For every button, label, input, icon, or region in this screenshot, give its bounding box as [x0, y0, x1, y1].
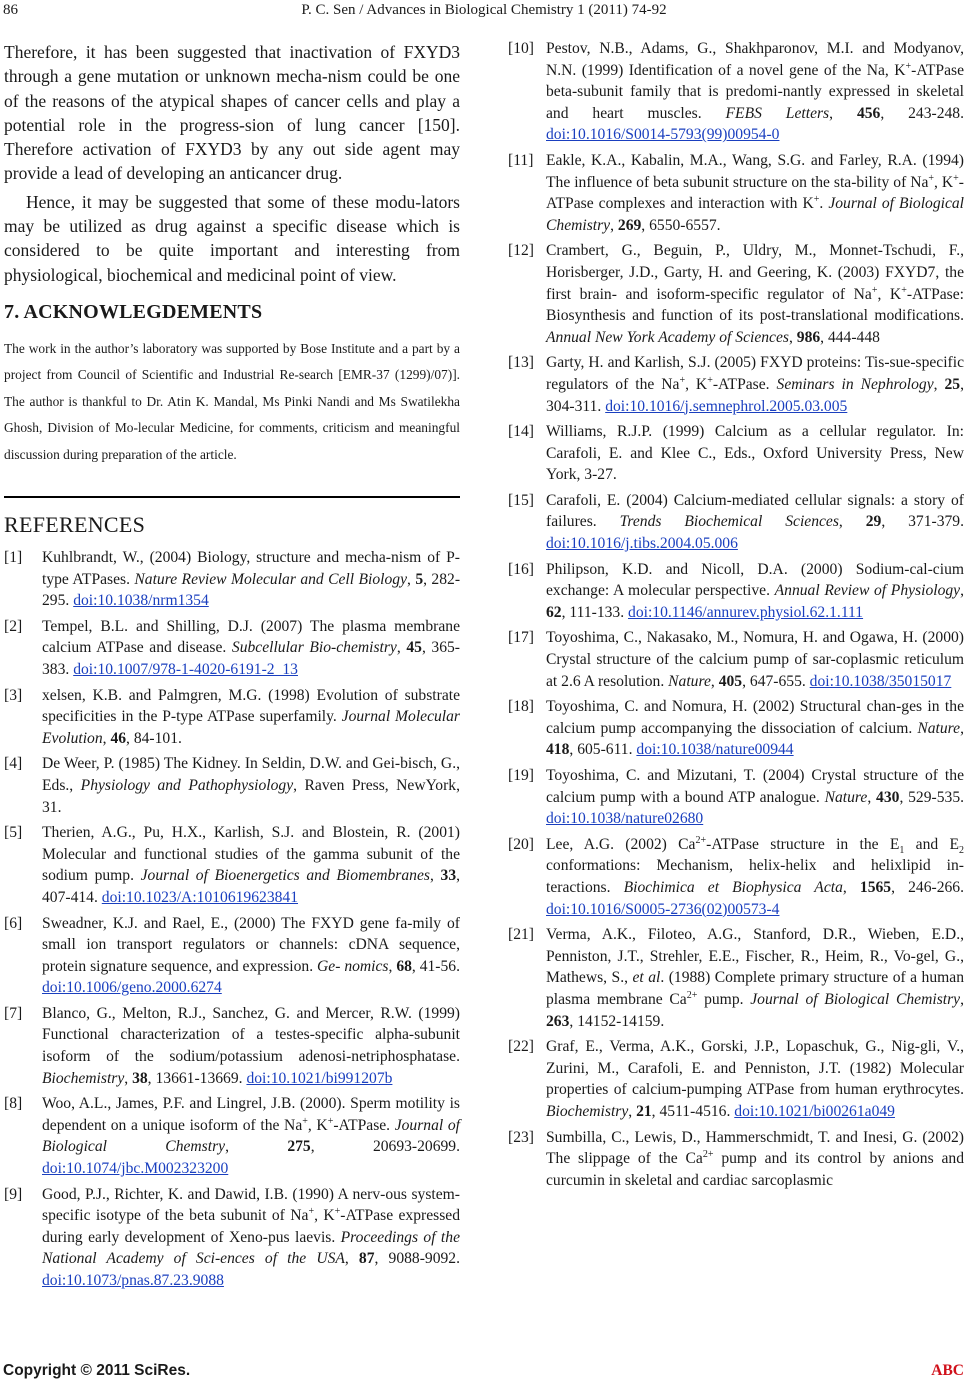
reference-number: [9]: [4, 1185, 23, 1203]
reference-journal: Subcellular Bio-chemistry: [231, 639, 397, 657]
reference-item: [508, 1036, 964, 1122]
doi-link[interactable]: doi:10.1006/geno.2000.6274: [42, 979, 222, 997]
reference-number: [1]: [4, 549, 23, 566]
reference-text: Carafoli, E. (2004) Calcium-mediated cellular signals: a story of failures. Trends Biochemical Sciences, 29, 371-379. doi:10.1016/j.tibs.2004.05.006: [546, 492, 964, 552]
running-title: P. C. Sen / Advances in Biological Chemistry 1 (2011) 74-92: [301, 2, 667, 18]
reference-item: [508, 696, 964, 761]
reference-text: [42, 755, 460, 815]
reference-separator: ,: [102, 729, 111, 747]
reference-item: [508, 559, 964, 624]
doi-link[interactable]: doi:10.1074/jbc.M002323200: [42, 1160, 229, 1178]
reference-item: [508, 421, 964, 486]
reference-text: Crambert, G., Beguin, P., Uldry, M., Monnet-Tschudi, F., Horisberger, J.D., Garty, H. and Geering, K. (2003) FXYD7, the first brain- and isoform-specific regulator of Na+, K+-ATPase: Biosynthesis and function of its post-translational modifications. Annual New York Academy of Sciences, 986, 444-448: [546, 242, 964, 346]
doi-link[interactable]: doi:10.1073/pnas.87.23.9088: [42, 1272, 224, 1289]
reference-number: [18]: [508, 698, 534, 716]
doi-link[interactable]: doi:10.1038/nrm1354: [73, 592, 209, 610]
reference-volume: 33: [440, 867, 457, 885]
reference-item: [4, 547, 460, 612]
reference-number: [22]: [508, 1038, 534, 1056]
reference-number: [21]: [508, 926, 534, 944]
reference-text: Verma, A.K., Filoteo, A.G., Stanford, D.R., Wieben, E.D., Penniston, J.T., Strehler, E.E., Fischer, R., Heim, R., Vo-gel, G., Mathews, S., et al. (1988) Complete primary structure of a human plasma membrane $Ca^{2+}$ pump. Journal of Biological Chemistry, 263, 14152-14159.: [546, 926, 964, 1030]
reference-item: [508, 352, 964, 417]
doi-link[interactable]: doi:10.1016/S0005-2736(02)00573-4: [546, 900, 780, 918]
reference-authors-title: Tempel, B.L. and Shilling, D.J. (2007) The plasma membrane calcium ATPase and disease.: [42, 617, 460, 657]
reference-separator: ,: [396, 639, 407, 657]
reference-text: [42, 687, 460, 747]
reference-volume: 45: [406, 639, 422, 657]
reference-number: [13]: [508, 354, 534, 372]
reference-text: [42, 1005, 460, 1087]
reference-number: [6]: [4, 914, 23, 932]
reference-separator: , Raven Press, NewYork, 31.: [42, 776, 460, 816]
reference-authors-title: xelsen, K.B. and Palmgren, M.G. (1998) Evolution of substrate specificities in the P-type ATPase superfamily.: [42, 686, 460, 726]
reference-pages: , 365-383.: [42, 639, 460, 678]
reference-number: [8]: [4, 1095, 23, 1113]
reference-item: [4, 616, 460, 681]
doi-link[interactable]: doi:10.1038/35015017: [809, 672, 952, 690]
reference-text: Toyoshima, C., Nakasako, M., Nomura, H. and Ogawa, H. (2000) Crystal structure of the calcium pump of sar-coplasmic reticulum at 2.6 A resolution. Nature, 405, 647-655. doi:10.1038/35015017: [546, 629, 964, 689]
reference-authors-title: Therien, A.G., Pu, H.X., Karlish, S.J. and Blostein, R. (2001) Molecular and functional studies of the gamma subunit of the sodium pump.: [42, 824, 460, 885]
reference-separator: ,: [124, 1069, 133, 1087]
reference-text: Good, P.J., Richter, K. and Dawid, I.B. (1990) A nerv-ous system-specific isotype of the beta subunit of Na+, K+-ATPase expressed during early development of Xeno-pus laevis. Proceedings of the National Academy of Sci-ences of the USA, 87, 9088-9092. doi:10.1073/pnas.87.23.9088: [42, 1186, 460, 1289]
reference-pages: , 282-295.: [42, 570, 461, 610]
doi-link[interactable]: doi:10.1146/annurev.physiol.62.1.111: [628, 603, 864, 621]
reference-item: [508, 627, 964, 692]
reference-text: [42, 915, 460, 997]
acknowledgements-text: The work in the author’s laboratory was supported by Bose Institute and a part by a project from Council of Scientific and Industrial Re-search [EMR-37 (1299)/07)]. The author is thankful to Dr. Atin K. Mandal, Ms Pinki Nandi and Ms Swatilekha Ghosh, Division of Mo-lecular Medicine, for comments, criticism and meaningful discussion during preparation of the article.: [4, 340, 460, 462]
reference-journal: Physiology and Pathophysiology: [80, 776, 294, 794]
doi-link[interactable]: doi:10.1038/nature02680: [546, 810, 704, 828]
reference-journal: Nature Review Molecular and Cell Biology: [134, 570, 408, 588]
doi-link[interactable]: doi:10.1021/bi00261a049: [734, 1102, 895, 1120]
reference-number: [14]: [508, 423, 534, 441]
reference-number: [2]: [4, 617, 23, 635]
reference-text: Toyoshima, C. and Nomura, H. (2002) Structural chan-ges in the calcium pump accompanying the dissociation of calcium. Nature, 418, 605-611. doi:10.1038/nature00944: [546, 698, 964, 758]
reference-item: [508, 150, 964, 236]
reference-number: [19]: [508, 767, 534, 784]
reference-item: [4, 1184, 460, 1292]
reference-text: Toyoshima, C. and Mizutani, T. (2004) Crystal structure of the calcium pump with a bound ATP analogue. Nature, 430, 529-535. doi:10.1038/nature02680: [546, 767, 964, 827]
reference-separator: ,: [388, 957, 397, 975]
reference-text: Graf, E., Verma, A.K., Gorski, J.P., Lopaschuk, G., Nig-gli, V., Zurini, M., Carafoli, E. and Penniston, J.T. (1982) Molecular properties of calcium-pumping ATPase from human erythrocytes. Biochemistry, 21, 4511-4516. doi:10.1021/bi00261a049: [546, 1038, 964, 1120]
reference-number: [16]: [508, 560, 534, 578]
reference-volume: 5: [415, 570, 424, 588]
reference-pages: , 84-101.: [126, 729, 182, 747]
reference-number: [10]: [508, 40, 534, 57]
page-header: [0, 2, 968, 24]
reference-item: [4, 1003, 460, 1089]
doi-link[interactable]: doi:10.1016/S0014-5793(99)00954-0: [546, 126, 780, 144]
page-number: 86: [3, 2, 18, 18]
reference-item: [4, 753, 460, 818]
reference-text: Pestov, N.B., Adams, G., Shakhparonov, M.I. and Modyanov, N.N. (1999) Identification of a novel gene of the Na, K+-ATPase beta-subunit family that is predomi-nantly expressed in skeletal and heart muscles. FEBS Letters, 456, 243-248. doi:10.1016/S0014-5793(99)00954-0: [546, 40, 964, 143]
reference-item: [508, 924, 964, 1032]
reference-item: [4, 1093, 460, 1179]
reference-text: [42, 824, 460, 906]
copyright-notice: Copyright © 2011 SciRes.: [3, 1362, 191, 1379]
reference-authors-title: Sweadner, K.J. and Rael, E., (2000) The FXYD gene fa-mily of small ion transport regulators or channels: cDNA sequence, protein signature sequence, and expression.: [42, 914, 460, 975]
doi-link[interactable]: doi:10.1023/A:1010619623841: [101, 888, 299, 906]
section-divider: [4, 496, 460, 498]
reference-separator: ,: [407, 570, 416, 588]
doi-link[interactable]: doi:10.1038/nature00944: [636, 741, 794, 759]
references-heading: REFERENCES: [4, 512, 146, 537]
doi-link[interactable]: doi:10.1007/978-1-4020-6191-2_13: [73, 660, 298, 678]
reference-item: [508, 490, 964, 555]
page-footer: [0, 1362, 968, 1382]
reference-item: [4, 913, 460, 999]
reference-authors-title: De Weer, P. (1985) The Kidney. In Seldin, D.W. and Gei-bisch, G., Eds.,: [42, 755, 460, 794]
reference-journal: Ge- nomics: [317, 957, 389, 975]
reference-volume: 46: [110, 729, 127, 747]
reference-number: [20]: [508, 835, 534, 853]
reference-number: [23]: [508, 1128, 534, 1146]
publisher-logo: ABC: [931, 1362, 964, 1379]
reference-journal: Biochemistry: [42, 1069, 125, 1087]
reference-text: Sumbilla, C., Lewis, D., Hammerschmidt, T. and Inesi, G. (2002) The slippage of the $Ca^{2+}$ pump and its control by anions and curcumin in skeletal and cardiac sarcoplasmic: [546, 1128, 964, 1189]
reference-number: [15]: [508, 491, 534, 509]
reference-volume: 38: [132, 1069, 148, 1087]
reference-list-right: [508, 38, 964, 1191]
reference-pages: , 41-56.: [411, 957, 460, 975]
reference-authors-title: Kuhlbrandt, W., (2004) Biology, structure and mecha-nism of P-type ATPases.: [42, 549, 460, 588]
reference-journal: Journal Molecular Evolution: [42, 708, 460, 747]
doi-link[interactable]: doi:10.1016/j.semnephrol.2005.03.005: [605, 397, 848, 415]
right-column: [508, 38, 964, 1195]
reference-text: [42, 618, 460, 678]
reference-item: [4, 685, 460, 750]
reference-pages: , 13661-13669.: [147, 1069, 247, 1087]
body-paragraph: Hence, it may be suggested that some of these modu-lators may be utilized as drug against a specific disease which is considered to be quite important and interesting from physiological, biochemical and medicinal point of view.: [4, 191, 460, 285]
reference-number: [3]: [4, 686, 23, 704]
doi-link[interactable]: doi:10.1021/bi991207b: [246, 1069, 393, 1087]
reference-text: Williams, R.J.P. (1999) Calcium as a cellular regulator. In: Carafoli, E. and Klee C., Eds., Oxford University Press, New York, 3-27.: [546, 423, 964, 484]
reference-text: Woo, A.L., James, P.F. and Lingrel, J.B. (2000). Sperm motility is dependent on a unique isoform of the Na+, K+-ATPase. Journal of Biological Chemstry, 275, 20693-20699. doi:10.1074/jbc.M002323200: [42, 1095, 460, 1177]
reference-text: Eakle, K.A., Kabalin, M.A., Wang, S.G. and Farley, R.A. (1994) The influence of beta subunit structure on the sta-bility of Na+, K+-ATPase complexes and interaction with K+. Journal of Biological Chemistry, 269, 6550-6557.: [546, 151, 965, 234]
reference-item: [508, 834, 964, 920]
reference-item: [4, 822, 460, 908]
reference-number: [12]: [508, 242, 534, 260]
reference-number: [4]: [4, 755, 23, 773]
reference-number: [7]: [4, 1004, 23, 1022]
reference-number: [17]: [508, 629, 534, 647]
reference-journal: Journal of Bioenergetics and Biomembranes: [140, 867, 430, 885]
reference-item: [508, 765, 964, 830]
reference-number: [11]: [508, 151, 534, 169]
reference-number: [5]: [4, 824, 23, 842]
reference-list-left: [4, 547, 460, 1292]
acknowledgements-heading: 7. ACKNOWLEGDEMENTS: [4, 300, 263, 323]
reference-text: Philipson, K.D. and Nicoll, D.A. (2000) Sodium-cal-cium exchange: A molecular perspective. Annual Review of Physiology, 62, 111-133. doi:10.1146/annurev.physiol.62.1.111: [546, 561, 964, 621]
reference-item: [508, 38, 964, 146]
reference-text: [42, 549, 460, 609]
reference-separator: ,: [429, 867, 441, 885]
reference-item: [508, 1127, 964, 1192]
reference-item: [508, 240, 964, 348]
reference-authors-title: Blanco, G., Melton, R.J., Sanchez, G. and Mercer, R.W. (1999) Functional characterization of a testes-specific alpha-subunit isoform of the sodium/potassium adenosi-netriphosphatase.: [42, 1004, 460, 1066]
left-column: [4, 40, 460, 1296]
body-paragraph: Therefore, it has been suggested that inactivation of FXYD3 through a gene mutation or unknown mecha-nism could be one of the reasons of the atypical shapes of cancer cells and play a potential role in the progress-sion of lung cancer [150]. Therefore activation of FXYD3 by any out side agent may provide a lead of developing an anticancer drug.: [4, 42, 460, 184]
reference-volume: 68: [396, 957, 412, 975]
doi-link[interactable]: doi:10.1016/j.tibs.2004.05.006: [546, 535, 738, 553]
reference-text: Lee, A.G. (2002) $Ca^{2+}$-ATPase structure in the $E_1$ and $E_2$ conformations: Mechanism, helix-helix and helixlipid in-teractions. Biochimica et Biophysica Acta, 1565, 246-266. doi:10.1016/S0005-2736(02)00573-4: [546, 836, 964, 918]
reference-text: Garty, H. and Karlish, S.J. (2005) FXYD proteins: Tis-sue-specific regulators of the Na+, K+-ATPase. Seminars in Nephrology, 25, 304-311. doi:10.1016/j.semnephrol.2005.03.005: [546, 354, 964, 414]
reference-pages: , 407-414.: [42, 867, 461, 906]
